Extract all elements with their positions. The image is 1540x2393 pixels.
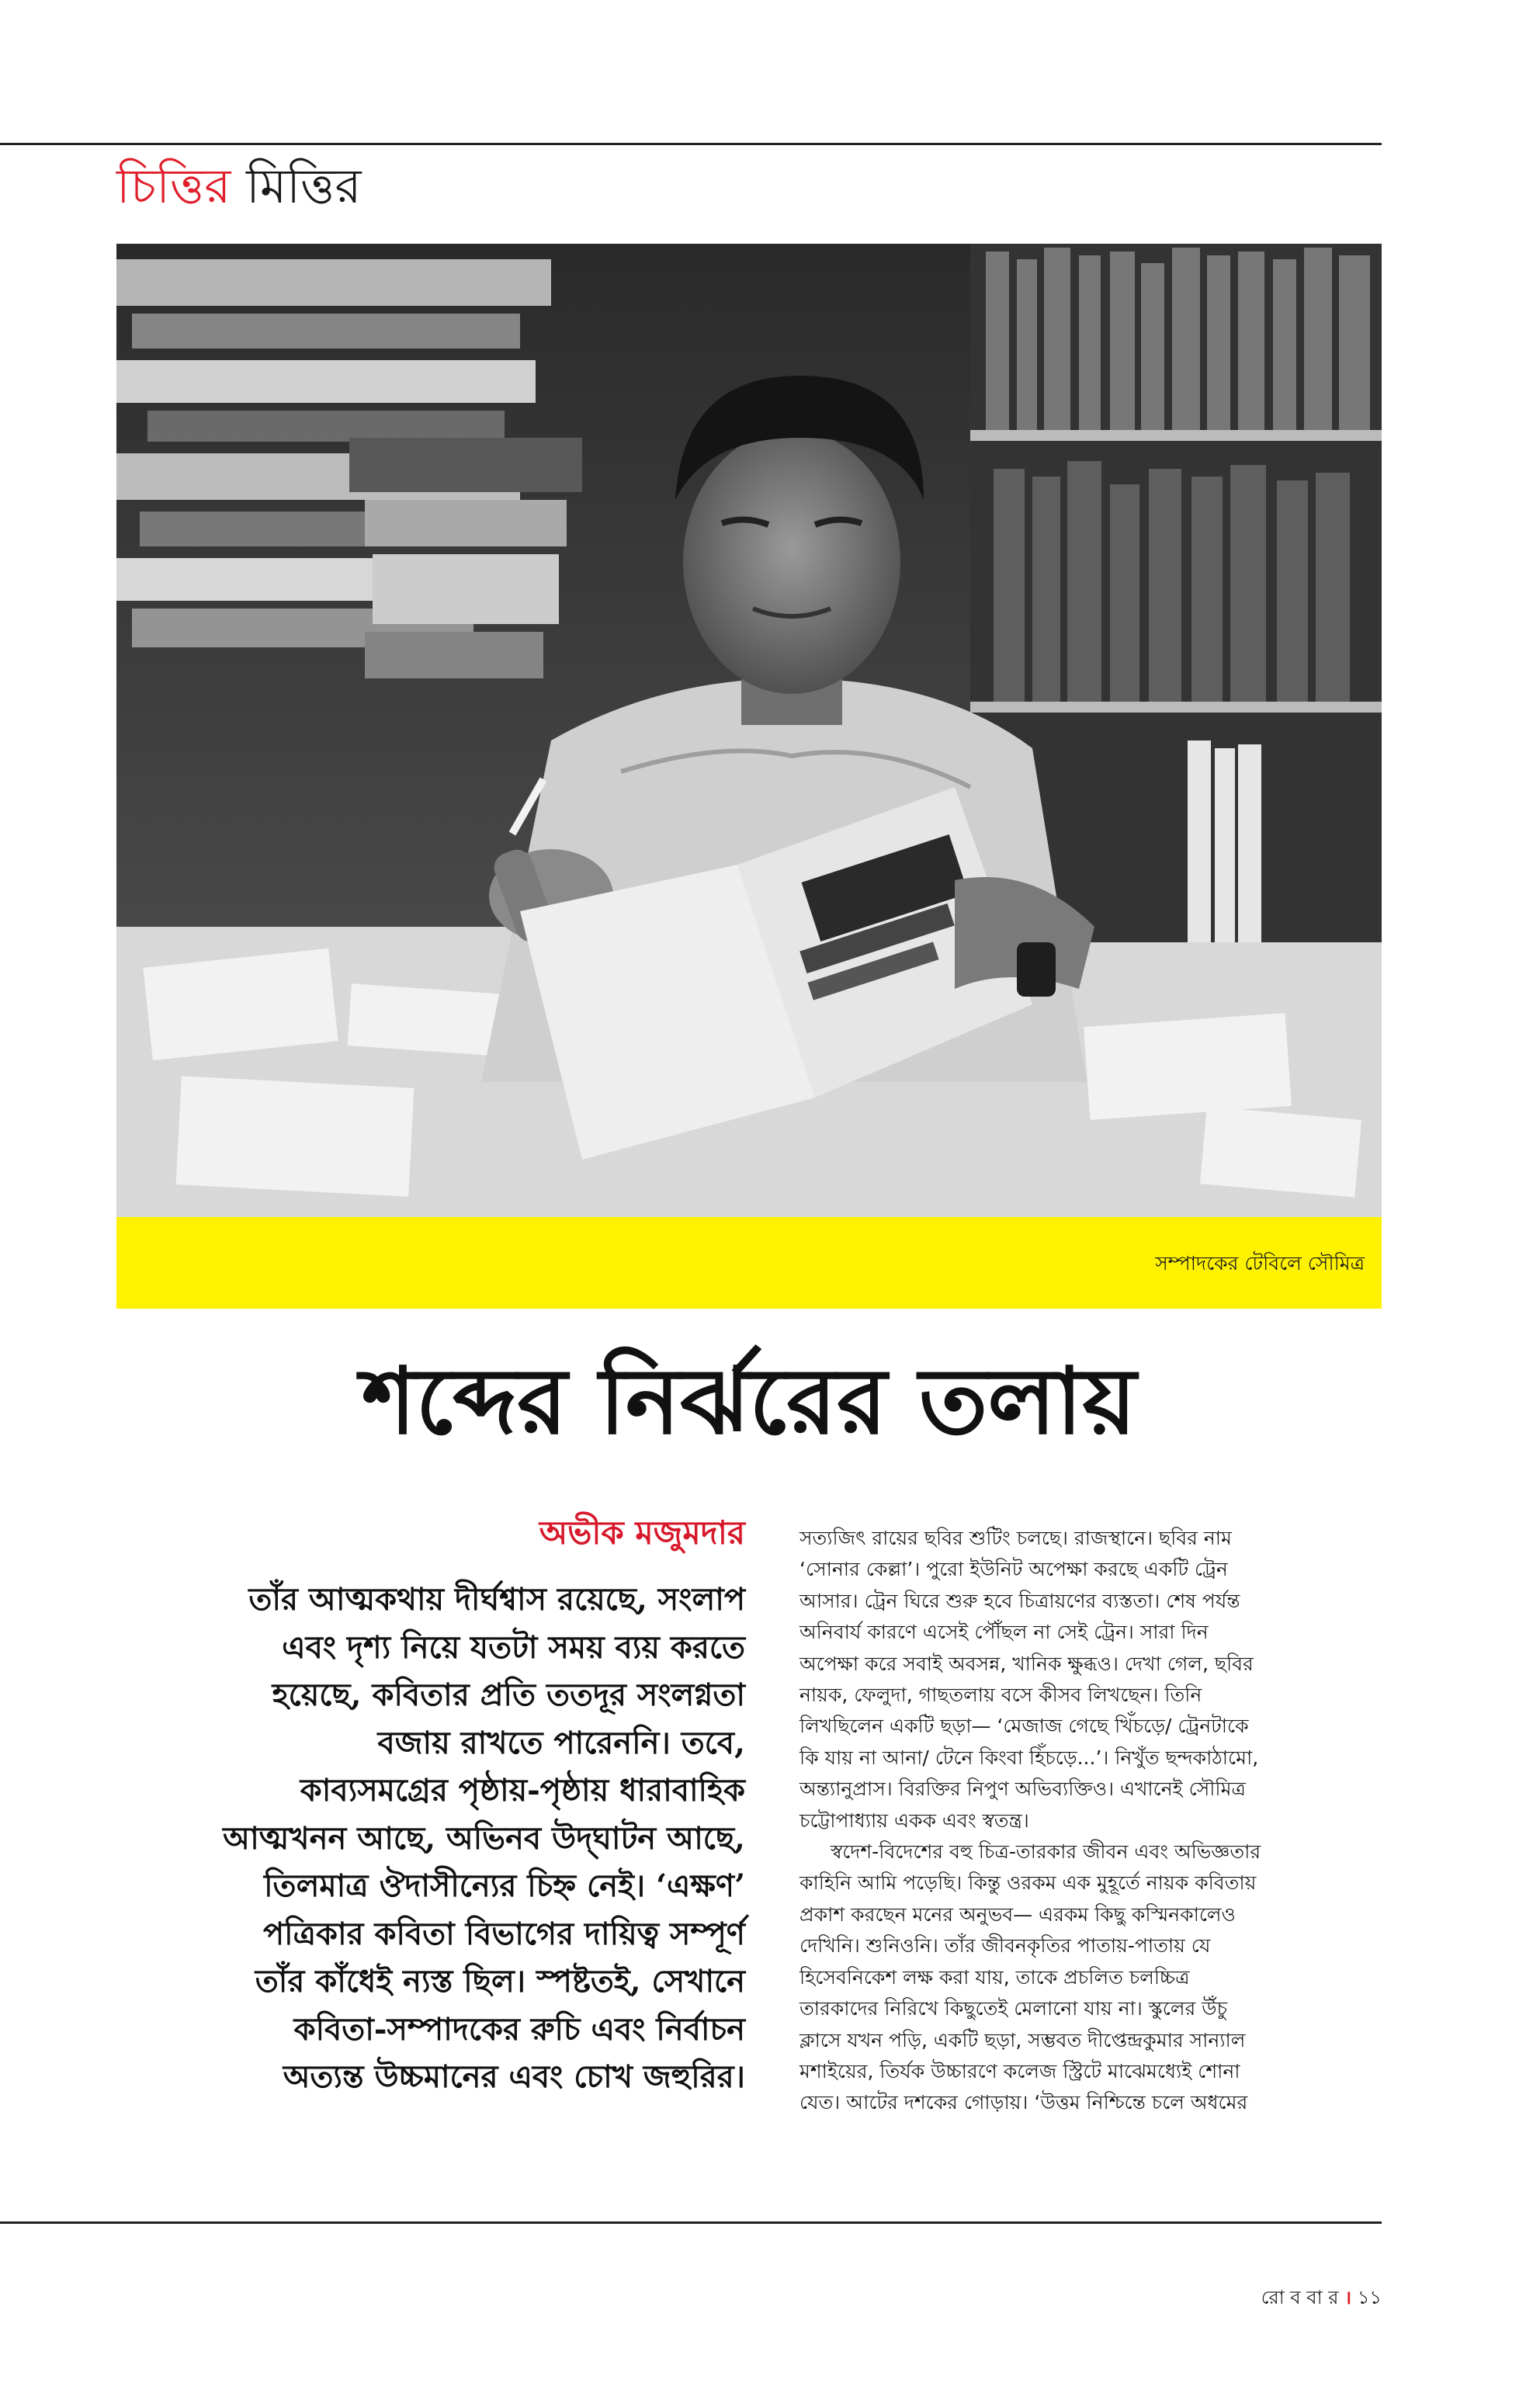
section-title-black: মিত্তির (246, 158, 362, 214)
body-line: দেখিনি। শুনিওনি। তাঁর জীবনকৃতির পাতায়-পাতায় যে (799, 1934, 1211, 1958)
intro-line: কবিতা-সম্পাদকের রুচি এবং নির্বাচন (293, 2010, 745, 2048)
body-line: যেত। আটের দশকের গোড়ায়। ‘উত্তম নিশ্চিন্তে চলে অধমের (799, 2091, 1248, 2114)
intro-line: পত্রিকার কবিতা বিভাগের দায়িত্ব সম্পূর্ণ (262, 1915, 745, 1952)
bottom-rule (0, 2221, 1382, 2224)
page-number: ১১ (1357, 2287, 1382, 2308)
body-line: হিসেবনিকেশ লক্ষ করা যায়, তাকে প্রচলিত চলচ্চিত্র (799, 1965, 1190, 1989)
body-line: মশাইয়ের, তির্যক উচ্চারণে কলেজ স্ট্রিটে মাঝেমধ্যেই শোনা (799, 2059, 1240, 2083)
intro-line: তাঁর আত্মকথায় দীর্ঘশ্বাস রয়েছে, সংলাপ (248, 1581, 745, 1618)
caption-bar (116, 1217, 1382, 1309)
body-line: অন্ত্যানুপ্রাস। বিরক্তির নিপুণ অভিব্যক্তিও। এখানেই সৌমিত্র (799, 1777, 1246, 1801)
article-body (799, 1523, 1389, 2119)
body-line: আসার। ট্রেন ঘিরে শুরু হবে চিত্রায়ণের ব্যস্ততা। শেষ পর্যন্ত (799, 1589, 1240, 1612)
intro-line: তিলমাত্র ঔদাসীন্যের চিহ্ন নেই। ‘এক্ষণ’ (264, 1868, 745, 1904)
body-line: লিখছিলেন একটি ছড়া— ‘মেজাজ গেছে খিঁচড়ে/ ট্রেনটাকে (799, 1715, 1249, 1738)
publication-name: রো ব বা র (1261, 2287, 1339, 2308)
footer-separator: । (1344, 2287, 1352, 2308)
intro-line: আত্মখনন আছে, অভিনব উদ্‌ঘাটন আছে, (223, 1819, 745, 1857)
intro-paragraph (116, 1576, 745, 2101)
body-line: অপেক্ষা করে সবাই অবসন্ন, খানিক ক্ষুব্ধও। দেখা গেল, ছবির (799, 1652, 1254, 1675)
author-name: অভীক মজুমদার (539, 1514, 745, 1552)
intro-line: এবং দৃশ্য নিয়ে যতটা সময় ব্যয় করতে (282, 1628, 745, 1666)
body-line: সত্যজিৎ রায়ের ছবির শুটিং চলছে। রাজস্থানে। ছবির নাম (799, 1527, 1232, 1549)
body-line: ক্লাসে যখন পড়ি, একটি ছড়া, সম্ভবত দীপ্তেন্দ্রকুমার সান্যাল (799, 2028, 1246, 2051)
section-title (116, 155, 361, 217)
body-line: নায়ক, ফেলুদা, গাছতলায় বসে কীসব লিখছেন। তিনি (799, 1684, 1202, 1707)
body-line: অনিবার্য কারণে এসেই পৌঁছল না সেই ট্রেন। সারা দিন (799, 1621, 1209, 1644)
body-line: ‘সোনার কেল্লা’। পুরো ইউনিট অপেক্ষা করছে একটি ট্রেন (799, 1558, 1228, 1581)
body-line: কি যায় না আনা/ টেনে কিংবা হিঁচড়ে...’। নিখুঁত ছন্দকাঠামো, (799, 1746, 1259, 1769)
page-footer (1261, 2284, 1382, 2315)
body-line: কাহিনি আমি পড়েছি। কিন্তু ওরকম এক মুহূর্তে নায়ক কবিতায় (799, 1871, 1257, 1895)
section-title-red: চিত্তির (116, 158, 231, 214)
intro-line: অত্যন্ত উচ্চমানের এবং চোখ জহুরির। (283, 2058, 745, 2095)
intro-line: কাব্যসমগ্রের পৃষ্ঠায়-পৃষ্ঠায় ধারাবাহিক (300, 1772, 745, 1809)
body-line: স্বদেশ-বিদেশের বহু চিত্র-তারকার জীবন এবং অভিজ্ঞতার (831, 1840, 1261, 1864)
intro-line: হয়েছে, কবিতার প্রতি ততদূর সংলগ্নতা (272, 1677, 745, 1713)
intro-line: তাঁর কাঁধেই ন্যস্ত ছিল। স্পষ্টতই, সেখানে (255, 1963, 745, 1999)
body-line: প্রকাশ করছেন মনের অনুভব— এরকম কিছু কস্মিনকালেও (799, 1902, 1236, 1926)
body-line: তারকাদের নিরিখে কিছুতেই মেলানো যায় না। স্কুলের উঁচু (799, 1997, 1228, 2020)
article-headline: শব্দের নির্ঝরের তলায় (361, 1347, 1137, 1455)
body-line: চট্টোপাধ্যায় একক এবং স্বতন্ত্র। (799, 1809, 1029, 1832)
photo-caption: সম্পাদকের টেবিলে সৌমিত্র (1155, 1252, 1365, 1275)
top-rule (0, 143, 1382, 145)
intro-line: বজায় রাখতে পারেননি। তবে, (377, 1724, 745, 1761)
article-photo (116, 244, 1382, 1217)
